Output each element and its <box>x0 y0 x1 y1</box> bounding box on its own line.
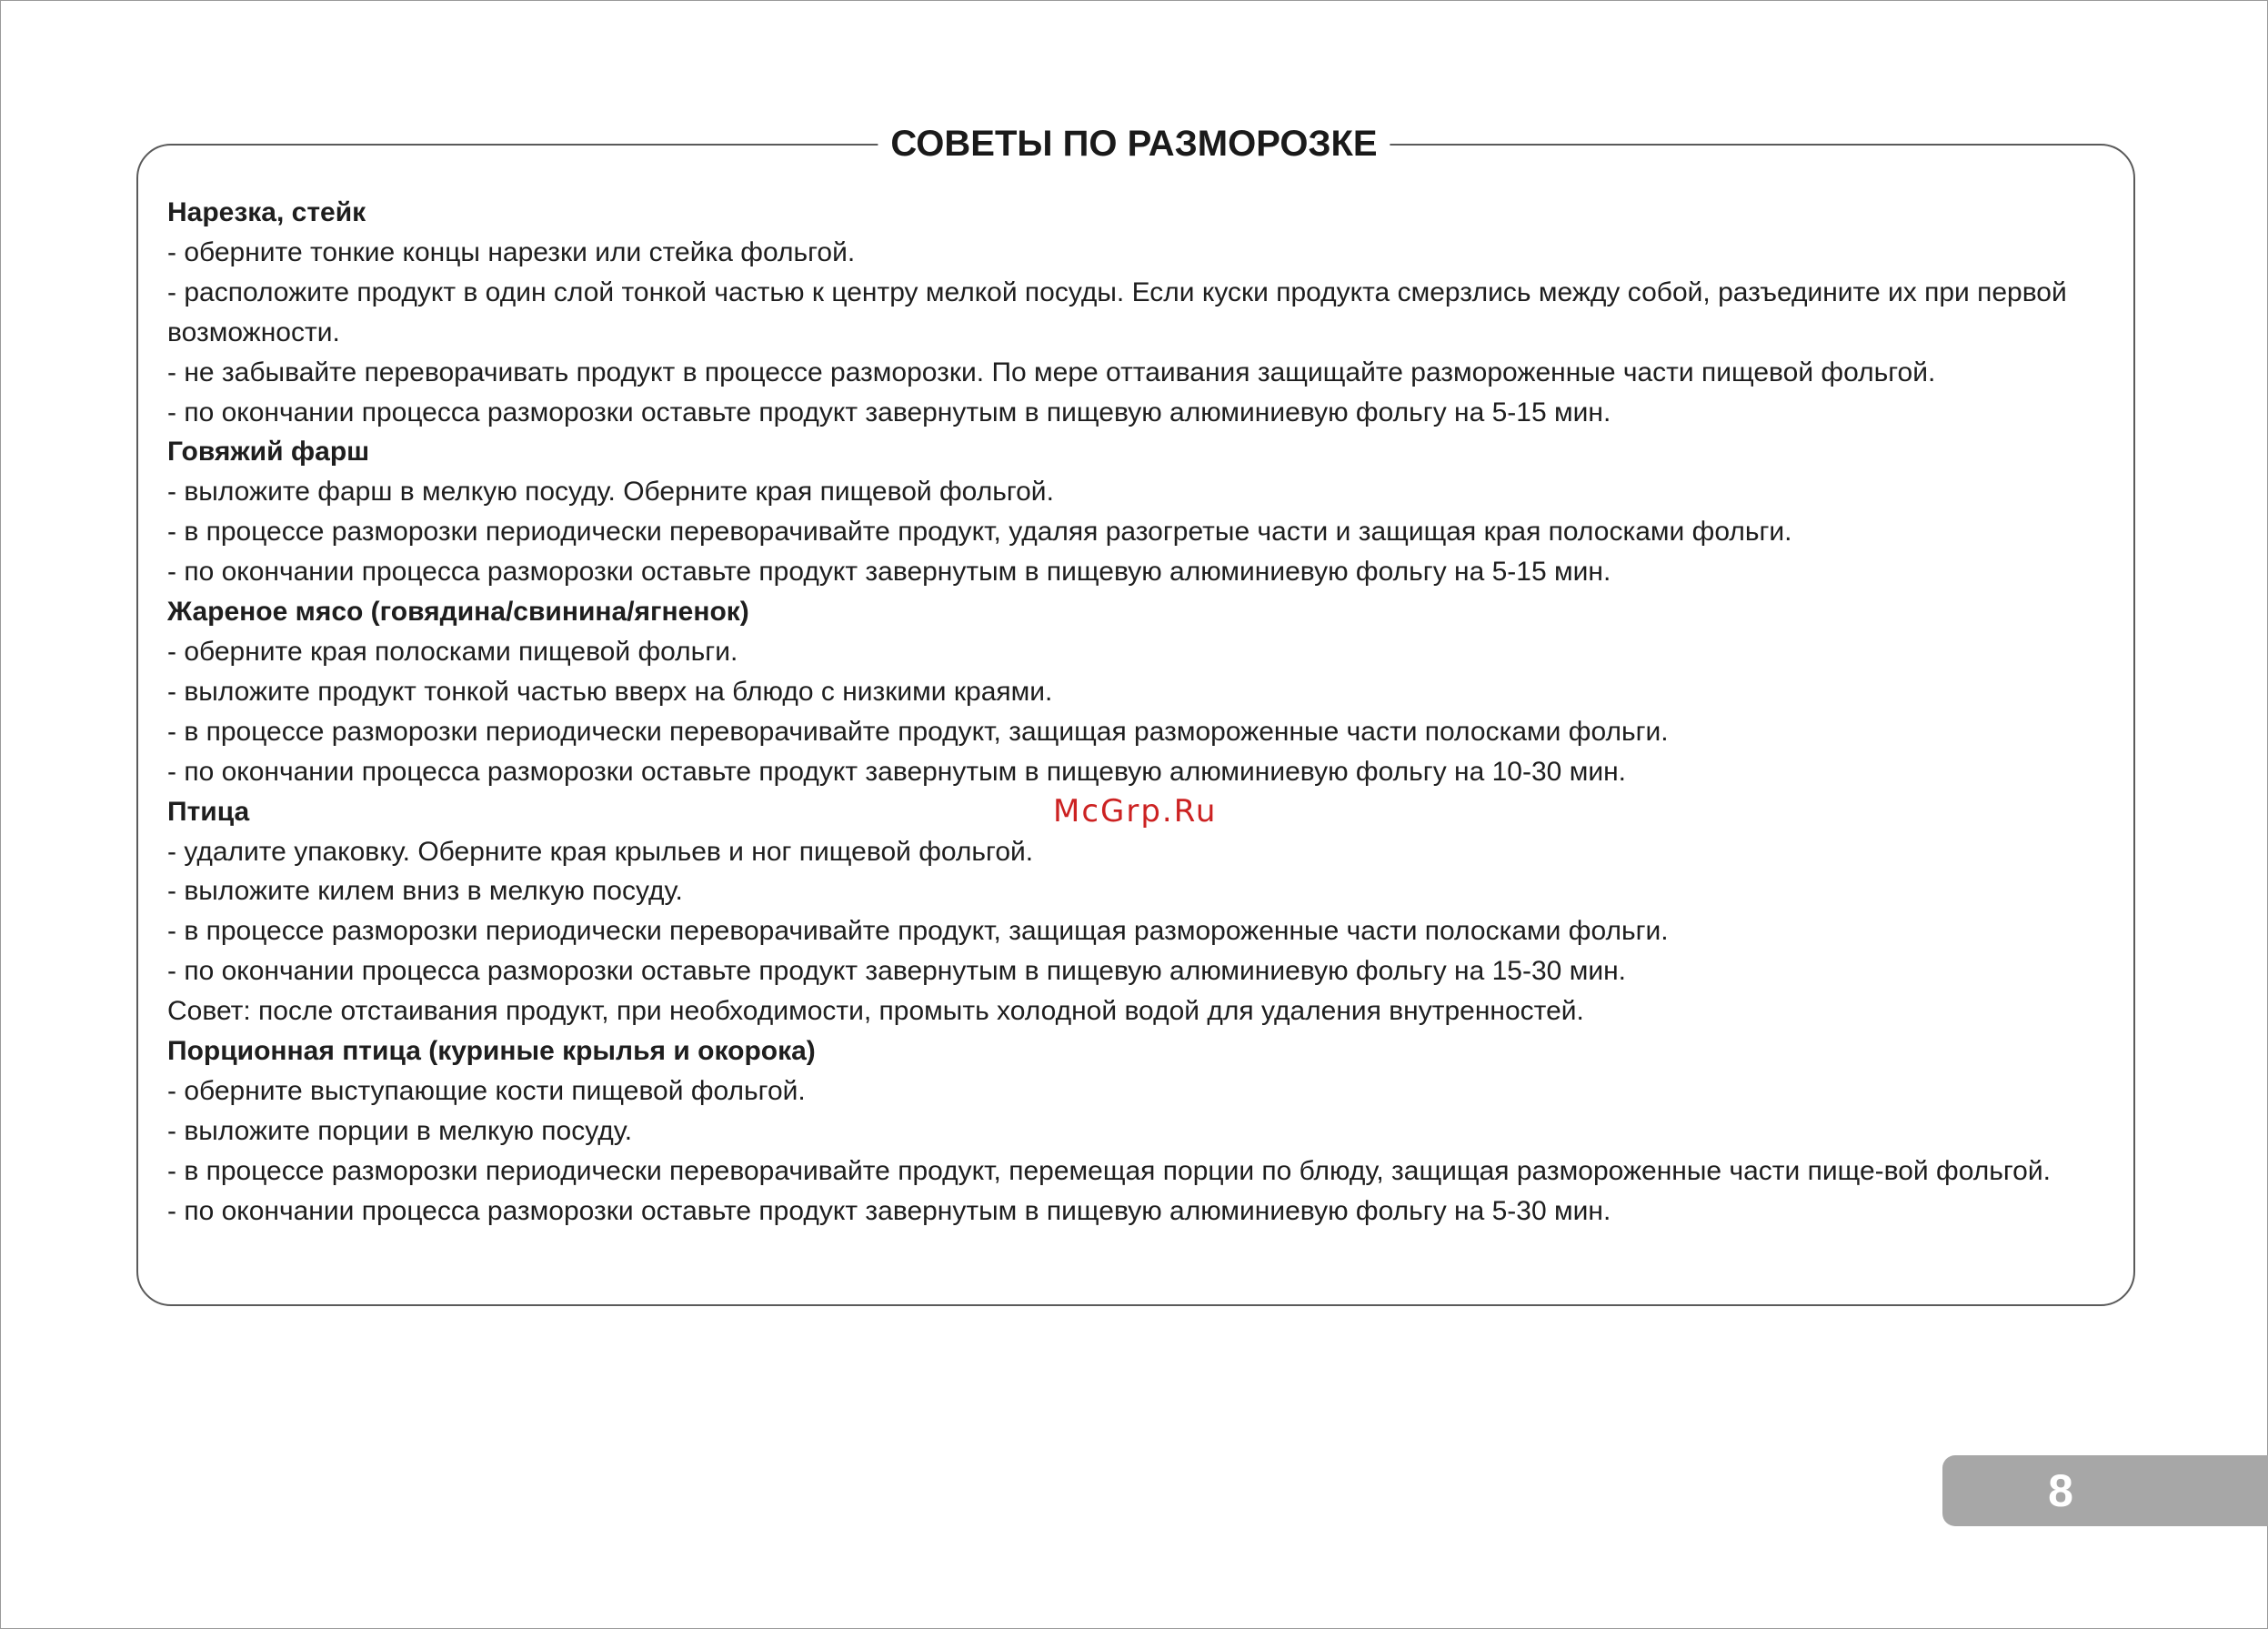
tip-line: - в процессе разморозки периодически переворачивайте продукт, защищая размороженные части полосками фольги. <box>167 716 1669 747</box>
tip-line: - расположите продукт в один слой тонкой частью к центру мелкой посуды. Если куски продукта смерзлись между собой, разъедините их при первой возможности. <box>167 277 2067 347</box>
tip-line: - по окончании процесса разморозки оставьте продукт завернутым в пищевую алюминиевую фольгу на 5-30 мин. <box>167 1195 1611 1226</box>
tip-line: - по окончании процесса разморозки оставьте продукт завернутым в пищевую алюминиевую фольгу на 5-15 мин. <box>167 397 1611 427</box>
section-portioned-poultry <box>167 1031 2122 1232</box>
tip-line: - в процессе разморозки периодически переворачивайте продукт, перемещая порции по блюду, защищая размороженные части пище-вой фольгой. <box>167 1155 2051 1186</box>
tip-line: - выложите фарш в мелкую посуду. Оберните края пищевой фольгой. <box>167 477 1054 508</box>
section-roast-meat <box>167 592 2122 792</box>
tip-line: - не забывайте переворачивать продукт в процессе разморозки. По мере оттаивания защищайте размороженные части пищевой фольгой. <box>167 357 1936 387</box>
tip-line: - в процессе разморозки периодически переворачивайте продукт, защищая размороженные части полосками фольги. <box>167 916 1669 947</box>
tip-line: - удалите упаковку. Оберните края крыльев и ног пищевой фольгой. <box>167 836 1034 867</box>
section-heading: Жареное мясо (говядина/свинина/ягненок) <box>167 597 749 628</box>
section-heading: Птица <box>167 796 250 827</box>
tip-line: - по окончании процесса разморозки оставьте продукт завернутым в пищевую алюминиевую фольгу на 15-30 мин. <box>167 956 1626 987</box>
page-title: СОВЕТЫ ПО РАЗМОРОЗКЕ <box>878 121 1390 166</box>
tip-line: - выложите килем вниз в мелкую посуду. <box>167 876 683 907</box>
tip-line: - по окончании процесса разморозки оставьте продукт завернутым в пищевую алюминиевую фольгу на 5-15 мин. <box>167 557 1611 588</box>
tip-line: - в процессе разморозки периодически переворачивайте продукт, удаляя разогретые части и защищая края полосками фольги. <box>167 517 1792 548</box>
section-heading: Нарезка, стейк <box>167 197 366 227</box>
section-heading: Говяжий фарш <box>167 437 370 468</box>
section-heading: Порционная птица (куриные крылья и окорока) <box>167 1036 816 1067</box>
tip-line: - выложите порции в мелкую посуду. <box>167 1115 633 1146</box>
page-number: 8 <box>2048 1465 2073 1516</box>
tip-line: - оберните выступающие кости пищевой фольгой. <box>167 1075 806 1106</box>
tips-content <box>167 193 2122 1232</box>
tip-line: - по окончании процесса разморозки оставьте продукт завернутым в пищевую алюминиевую фольгу на 10-30 мин. <box>167 756 1626 787</box>
section-slices-steak <box>167 193 2122 432</box>
section-minced-beef <box>167 432 2122 592</box>
tip-line: - оберните края полосками пищевой фольги. <box>167 636 738 667</box>
tip-line: - оберните тонкие концы нарезки или стейка фольгой. <box>167 236 856 267</box>
tip-line: - выложите продукт тонкой частью вверх на блюдо с низкими краями. <box>167 676 1053 707</box>
tip-note: Совет: после отстаивания продукт, при необходимости, промыть холодной водой для удаления внутренностей. <box>167 996 1584 1027</box>
watermark: McGrp.Ru <box>1053 793 1218 830</box>
